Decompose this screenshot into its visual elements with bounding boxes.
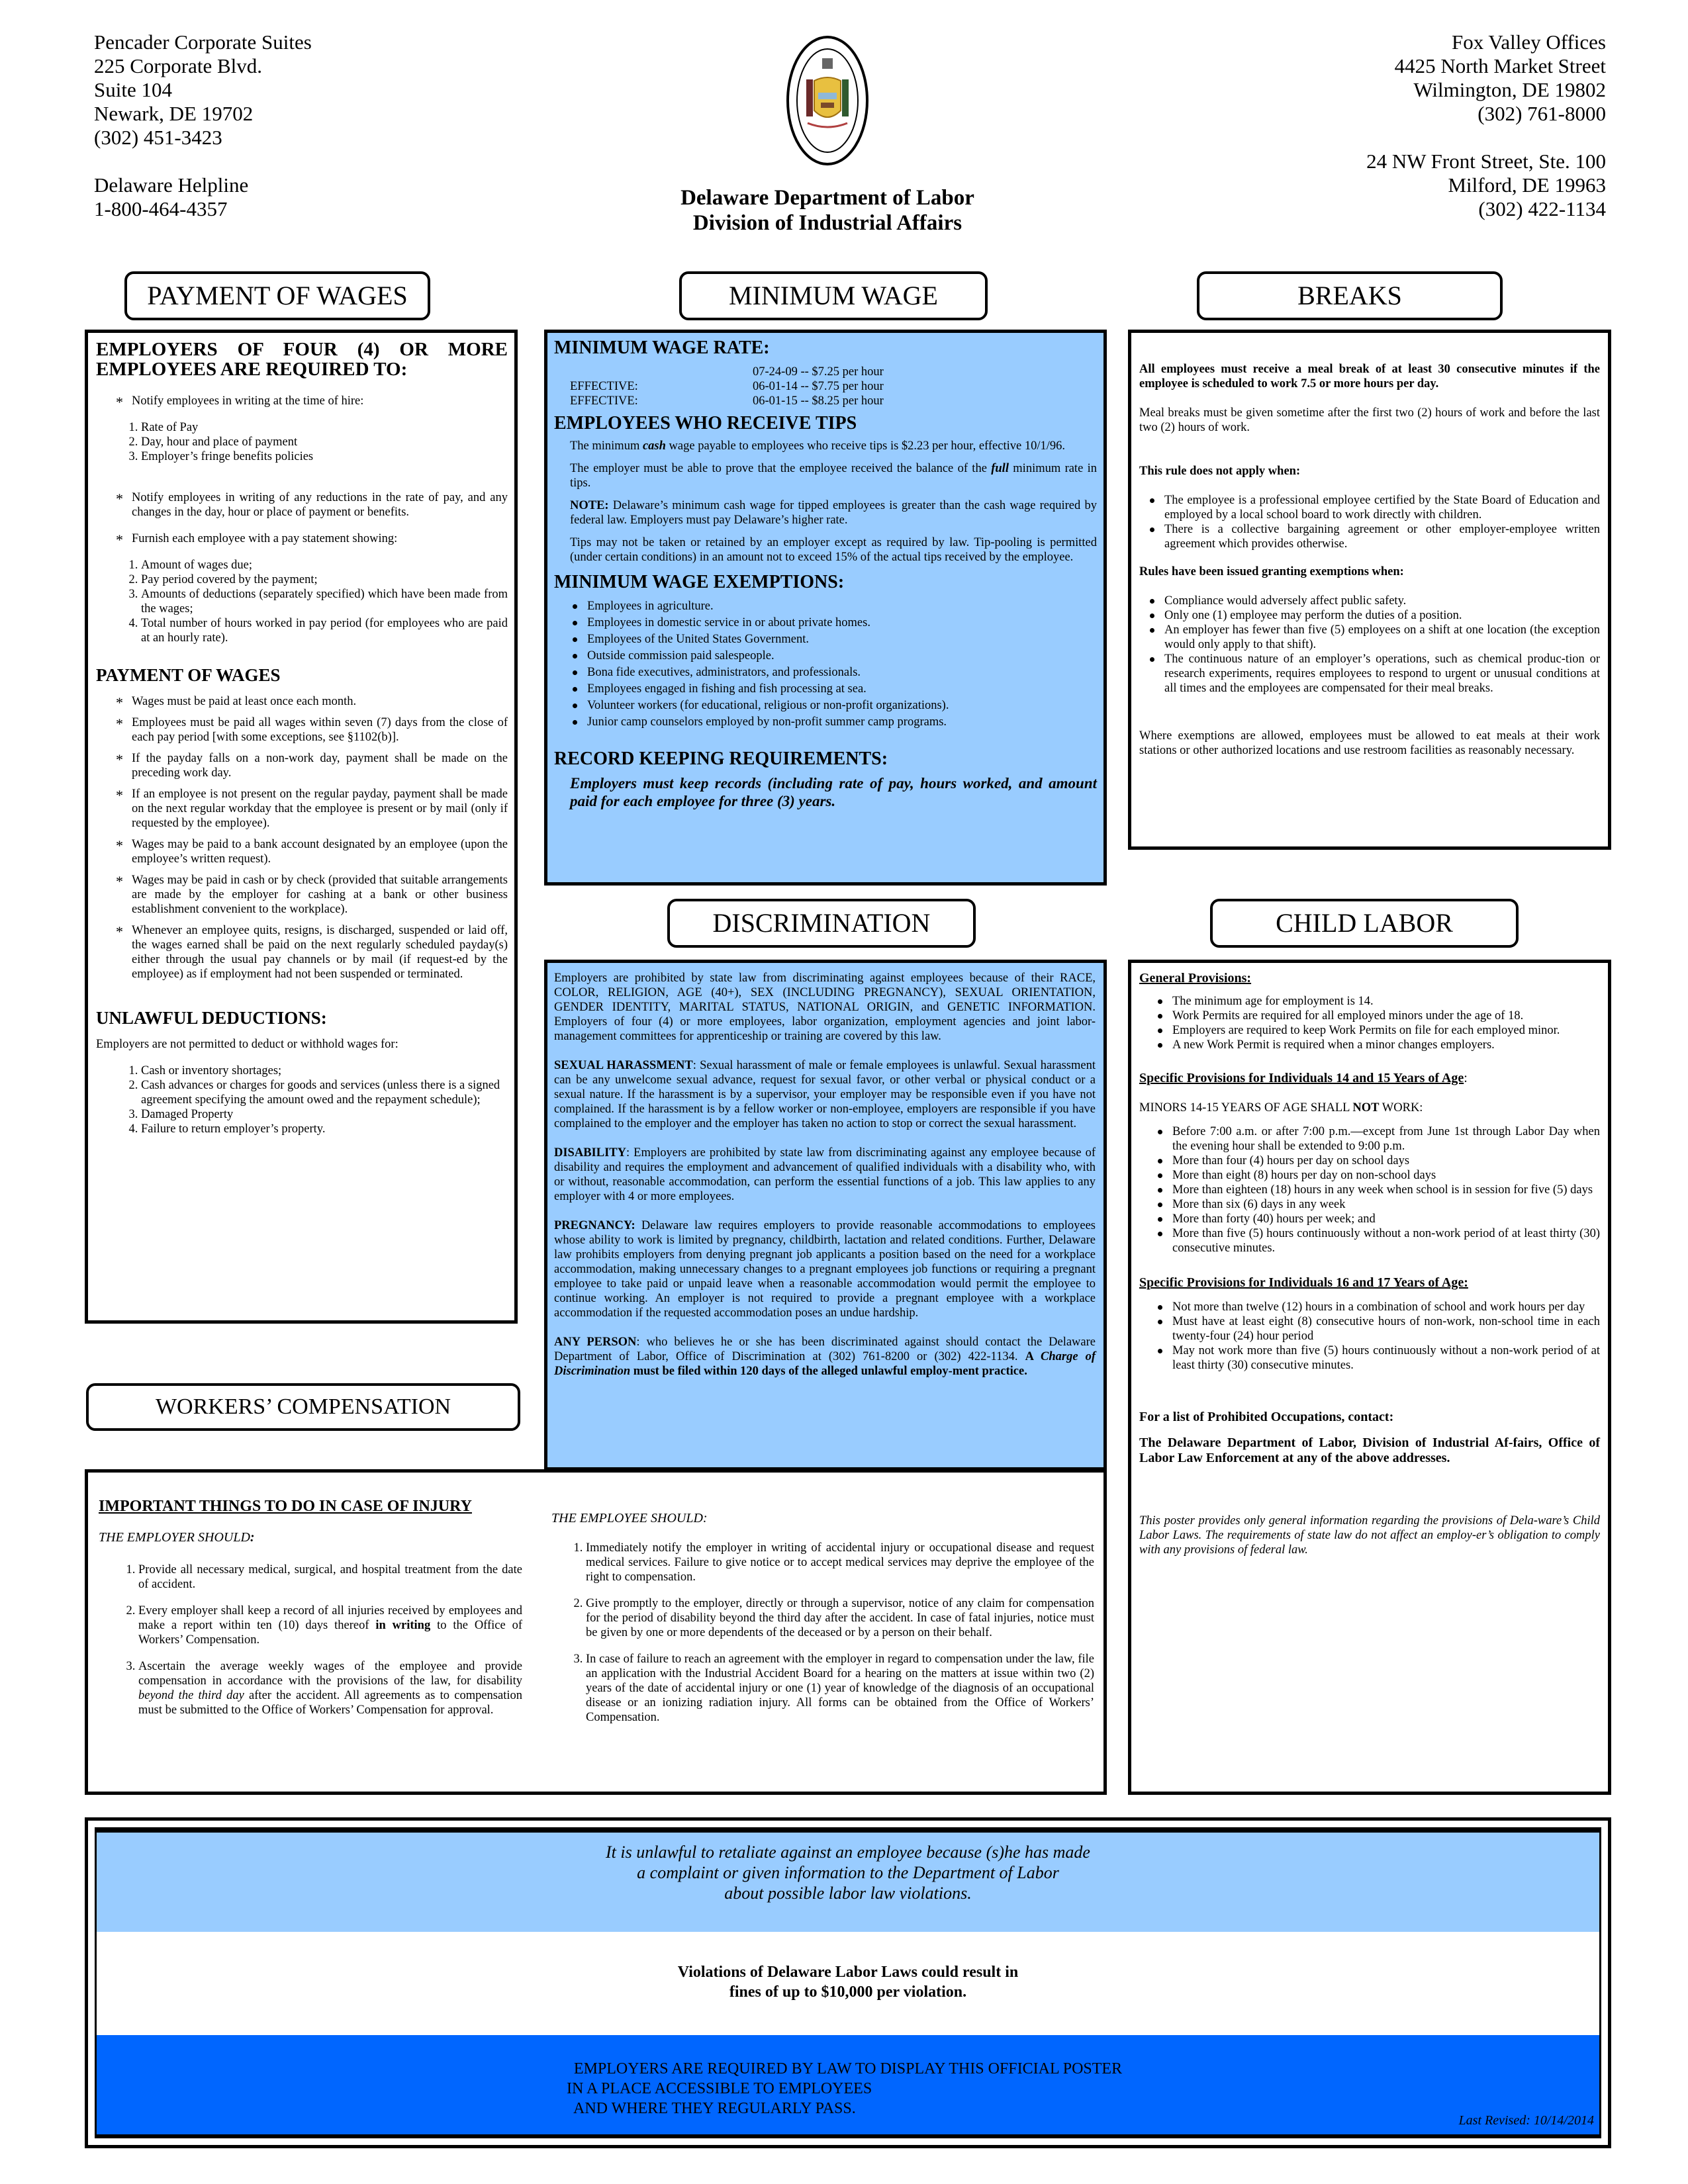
tab-breaks: BREAKS [1197,271,1503,320]
state-seal-logo [761,34,894,167]
office-suite: Suite 104 [94,78,172,101]
rate-label [554,365,753,379]
helpline-number: 1-800-464-4357 [94,197,228,220]
office-city: Milford, DE 19963 [1448,173,1606,197]
discrimination-intro: Employers are prohibited by state law from discriminating against employees because of their RACE, COLOR, RELIGION, AGE (40+), SEX (INCLUDING PREGNANCY), SEXUAL ORIENTATION, GENDER IDENTITY, MARITAL STATUS, NATIONAL ORIGIN, and GENETIC INFORMATION. Employers of four (4) or more employees, labor organization, employment agencies and joint labor-management committees for apprenticeship or training are covered by this law. [554,972,1096,1043]
meal-break-timing: Meal breaks must be given sometime after the first two (2) hours of work and before the last two (2) hours of work. [1139,406,1600,434]
restriction-item: Before 7:00 a.m. or after 7:00 p.m.—except from June 1st through Labor Day when the evening hour shall be extended to 9:00 p.m. [1172,1125,1600,1153]
disability-paragraph: DISABILITY: Employers are prohibited by state law from discriminating against any employee because of disability and requires the employment and advancement of qualified individuals with a disability who, with or without, reasonable accommodation, can perform the essential functions of a job. This law applies to any employer with 4 or more employees. [554,1146,1096,1203]
tips-paragraph: The employer must be able to prove that the employee received the balance of the full minimum rate in tips. [570,462,1097,490]
display-line: EMPLOYERS ARE REQUIRED BY LAW TO DISPLAY THIS OFFICIAL POSTER [573,2060,1123,2077]
exemption-note: Where exemptions are allowed, employees must be allowed to eat meals at their work stations or other authorized locations and use restroom facilities as reasonably necessary. [1139,729,1600,757]
tab-discrimination: DISCRIMINATION [667,899,976,948]
employer-duty-item: 2. Every employer shall keep a record of all injuries received by employees and make a report within ten (10) days thereof in writing to the Office of Workers’ Compensation. [138,1604,522,1647]
sexual-harassment-paragraph: SEXUAL HARASSMENT: Sexual harassment of male or female employees is unlawful. Sexual harassment can be any unwelcome sexual advance, request for sexual favor, or other verbal or physical conduct or a sexual nature. If the harassment is by a supervisor, your employer may be responsible even if you have not complained. If the harassment is by a fellow worker or non-employee, employers are responsible if you have complained to the employer and the employer has taken no action to stop or correct the sexual harassment. [554,1059,1096,1130]
rate-label: EFFECTIVE: [570,380,638,393]
rate-value: 07-24-09 -- $7.25 per hour [753,365,884,379]
department-name: Delaware Department of Labor [680,186,974,210]
violations-line: fines of up to $10,000 per violation. [729,1983,967,2001]
exemption-item: Junior camp counselors employed by non-profit summer camp programs. [587,715,1097,729]
exemption-item: Outside commission paid salespeople. [587,649,1097,663]
not-apply-item: There is a collective bargaining agreement or other employer-employee written agreement which provides otherwise. [1164,523,1600,551]
payment-heading: EMPLOYERS OF FOUR (4) OR MORE EMPLOYEES ARE REQUIRED TO: [96,339,508,380]
retaliation-band [97,1833,1599,1932]
rate-row [554,379,1097,394]
breaks-section [1128,330,1611,850]
general-provision-item: The minimum age for employment is 14. [1172,994,1600,1009]
minimum-wage-rate-heading: MINIMUM WAGE RATE: [554,338,770,358]
office-street: 225 Corporate Blvd. [94,54,262,77]
restriction-item: May not work more than five (5) hours continuously without a non-work period of at least thirty (30) consecutive minutes. [1172,1344,1600,1372]
general-provision-item: Employers are required to keep Work Permits on file for each employed minor. [1172,1023,1600,1038]
payment-rule: * If an employee is not present on the regular payday, payment shall be made on the next regular workday that the employee is present or by mail (only if requested by the employee). [111,787,508,831]
statement-item: 3. Amounts of deductions (separately specified) which have been made from the wages; [141,587,508,616]
unlawful-intro: Employers are not permitted to deduct or withhold wages for: [96,1038,399,1051]
restriction-item: More than eight (8) hours per day on non-school days [1172,1168,1600,1183]
payment-rule: * Whenever an employee quits, resigns, is discharged, suspended or laid off, the wages earned shall be paid on the next regularly scheduled payday(s) either through the usual pay channels or by mail (if request-ed by the employee) as if employment had not been suspended or terminated. [111,923,508,981]
notify-reductions-item: * Notify employees in writing of any reductions in the rate of pay, and any changes in the day, hour or place of payment or benefits. [111,490,508,520]
child-labor-section [1128,960,1611,1795]
payment-rule: * If the payday falls on a non-work day, payment shall be made on the preceding work day. [111,751,508,780]
exemption-item: Volunteer workers (for educational, religious or non-profit organizations). [587,698,1097,713]
office-name: Pencader Corporate Suites [94,30,312,54]
child-labor-disclaimer: This poster provides only general information regarding the provisions of Dela-ware’s Child Labor Laws. The requirements of state law do not affect an employ-er’s obligation to comply with any provisions of federal law. [1139,1514,1600,1557]
tips-paragraph: Tips may not be taken or retained by an employer except as required by law. Tip-pooling is permitted (under certain conditions) in an amount not to exceed 15% of the actual tips received by the employee. [570,536,1097,564]
any-person-paragraph: ANY PERSON: who believes he or she has been discriminated against should contact the Delaware Department of Labor, Office of Discrimination at (302) 761-8200 or (302) 422-1134. A Charge of Discrimination must be filed within 120 days of the alleged unlawful employ-ment practice. [554,1336,1096,1378]
office-street: 4425 North Market Street [1394,54,1606,77]
payment-rule: * Employees must be paid all wages within seven (7) days from the close of each pay period [with some exceptions, see §1102(b)]. [111,715,508,745]
not-apply-heading: This rule does not apply when: [1139,465,1301,478]
exemption-granted-item: Only one (1) employee may perform the duties of a position. [1164,608,1600,623]
rate-row [554,394,1097,408]
restriction-item: More than four (4) hours per day on school days [1172,1154,1600,1168]
general-provisions-heading: General Provisions: [1139,971,1252,985]
restriction-item: More than six (6) days in any week [1172,1197,1600,1212]
payment-rule: * Wages must be paid at least once each month. [111,694,508,709]
footer-inner-frame [95,1827,1601,2138]
statement-item: 2. Pay period covered by the payment; [141,572,508,587]
right-address-block [1366,30,1606,221]
tab-workers-compensation: WORKERS’ COMPENSATION [86,1383,520,1431]
display-requirement-band [97,2035,1599,2134]
payment-rule: * Wages may be paid to a bank account designated by an employee (upon the employee’s written request). [111,837,508,866]
retaliation-line: It is unlawful to retaliate against an employee because (s)he has made [606,1843,1090,1862]
employer-duty-item: 3. Ascertain the average weekly wages of the employee and provide compensation in accordance with the provisions of the law, for disability beyond the third day after the accident. All agreements as to compensation must be submitted to the Office of Workers’ Compensation for approval. [138,1659,522,1717]
hire-item: 2. Day, hour and place of payment [141,435,508,449]
employee-duty-item: 1. Immediately notify the employer in writing of accidental injury or occupational disease and request medical services. Failure to give notice or to accept medical services may deprive the employee of the right to compensation. [586,1541,1094,1584]
footer-notice [85,1817,1611,2148]
office-city: Wilmington, DE 19802 [1413,78,1606,101]
unlawful-deductions-heading: UNLAWFUL DEDUCTIONS: [96,1008,327,1028]
rate-value: 06-01-15 -- $8.25 per hour [753,394,884,408]
general-provision-item: A new Work Permit is required when a minor changes employers. [1172,1038,1600,1052]
notify-hire-item: * Notify employees in writing at the time of hire: [111,394,508,408]
general-provision-item: Work Permits are required for all employed minors under the age of 18. [1172,1009,1600,1023]
exemption-item: Bona fide executives, administrators, and professionals. [587,665,1097,680]
rate-label: EFFECTIVE: [570,394,638,408]
tips-heading: EMPLOYEES WHO RECEIVE TIPS [554,413,857,433]
violations-line: Violations of Delaware Labor Laws could result in [677,1964,1019,1981]
payment-of-wages-section [85,330,518,1324]
restriction-item: Must have at least eight (8) consecutive hours of non-work, non-school time in each twenty-four (24) hour period [1172,1315,1600,1343]
office-street: 24 NW Front Street, Ste. 100 [1366,150,1606,173]
unlawful-item: 4. Failure to return employer’s property. [141,1122,508,1136]
retaliation-line: a complaint or given information to the Department of Labor [637,1863,1059,1882]
restriction-item: More than eighteen (18) hours in any week when school is in session for five (5) days [1172,1183,1600,1197]
office-city: Newark, DE 19702 [94,102,254,125]
display-line: AND WHERE THEY REGULARLY PASS. [573,2100,856,2117]
statement-item: 1. Amount of wages due; [141,558,508,572]
last-revised-date: Last Revised: 10/14/2014 [1458,2113,1594,2128]
rate-value: 06-01-14 -- $7.75 per hour [753,380,884,393]
restriction-item: Not more than twelve (12) hours in a combination of school and work hours per day [1172,1300,1600,1314]
provisions-14-15-heading: Specific Provisions for Individuals 14 and 15 Years of Age: [1139,1071,1468,1085]
injury-heading: IMPORTANT THINGS TO DO IN CASE OF INJURY [99,1498,472,1515]
department-title [563,185,1092,236]
employee-duty-item: 2. Give promptly to the employer, directly or through a supervisor, notice of any claim for compensation for the period of disability beyond the third day after the accident. In case of fatal injuries, notice must be given by one or more dependents of the deceased or by a person on their behalf. [586,1596,1094,1640]
employee-duty-item: 3. In case of failure to reach an agreement with the employer in regard to compensation under the law, file an application with the Industrial Accident Board for a hearing on the matters at issue within two (2) years of the date of accidental injury or one (1) year of knowledge of the diagnosis of an occupational disease or an ionizing radiation injury. All forms can be obtained from the Office of Workers’ Compensation. [586,1652,1094,1725]
exemption-granted-item: The continuous nature of an employer’s operations, such as chemical produc-tion or research experiments, requires employees to respond to urgent or unusual conditions at all times and the employees are compensated for their meal breaks. [1164,653,1600,695]
left-address-block [94,30,312,221]
unlawful-item: 2. Cash advances or charges for goods and services (unless there is a signed agreement specifying the amount owed and the repayment schedule); [141,1078,508,1107]
tab-minimum-wage: MINIMUM WAGE [679,271,988,320]
exemptions-granted-heading: Rules have been issued granting exemptions when: [1139,565,1404,578]
payment-subheading: PAYMENT OF WAGES [96,665,281,685]
tips-note: NOTE: Delaware’s minimum cash wage for tipped employees is greater than the cash wage required by federal law. Employers must pay Delaware’s higher rate. [570,499,1097,527]
restriction-item: More than five (5) hours continuously without a non-work period of at least thirty (30) consecutive minutes. [1172,1227,1600,1255]
tab-payment-of-wages: PAYMENT OF WAGES [124,271,430,320]
record-keeping-heading: RECORD KEEPING REQUIREMENTS: [554,749,888,769]
employer-should-heading: THE EMPLOYER SHOULD: [99,1530,255,1545]
exemption-item: Employees of the United States Government. [587,632,1097,647]
workers-compensation-section [85,1469,1107,1795]
meal-break-rule: All employees must receive a meal break of at least 30 consecutive minutes if the employee is scheduled to work 7.5 or more hours per day. [1139,363,1600,390]
exemption-item: Employees in agriculture. [587,599,1097,614]
exemptions-heading: MINIMUM WAGE EXEMPTIONS: [554,572,845,592]
provisions-16-17-heading: Specific Provisions for Individuals 16 and 17 Years of Age: [1139,1275,1468,1290]
violations-band [97,1932,1599,2035]
office-name: Fox Valley Offices [1451,30,1606,54]
hire-item: 3. Employer’s fringe benefits policies [141,449,508,464]
retaliation-line: about possible labor law violations. [724,1884,972,1903]
unlawful-item: 3. Damaged Property [141,1107,508,1122]
exemption-granted-item: Compliance would adversely affect public safety. [1164,594,1600,608]
helpline-label: Delaware Helpline [94,173,249,197]
prohibited-occupations-contact: The Delaware Department of Labor, Division of Industrial Af-fairs, Office of Labor Law Enforcement at any of the above addresses. [1139,1435,1600,1465]
minors-14-15-rule: MINORS 14-15 YEARS OF AGE SHALL NOT WORK: [1139,1101,1423,1115]
discrimination-section [544,960,1107,1471]
exemption-granted-item: An employer has fewer than five (5) employees on a shift at one location (the exception would only apply to that shift). [1164,623,1600,651]
restriction-item: More than forty (40) hours per week; and [1172,1212,1600,1226]
tips-paragraph: The minimum cash wage payable to employees who receive tips is $2.23 per hour, effective 10/1/96. [570,439,1065,453]
prohibited-occupations-heading: For a list of Prohibited Occupations, contact: [1139,1410,1394,1424]
display-line: IN A PLACE ACCESSIBLE TO EMPLOYEES [567,2080,872,2097]
office-phone: (302) 451-3423 [94,126,222,149]
payment-rule: * Wages may be paid in cash or by check (provided that suitable arrangements are made by the employer for cashing at a bank or other business establishment convenient to the workplace). [111,873,508,917]
office-phone: (302) 422-1134 [1478,197,1606,220]
exemption-item: Employees in domestic service in or about private homes. [587,615,1097,630]
rate-row [554,365,1097,379]
record-keeping-text: Employers must keep records (including rate of pay, hours worked, and amount paid for each employee for three (3) years. [570,775,1097,809]
statement-item: 4. Total number of hours worked in pay period (for employees who are paid at an hourly rate). [141,616,508,645]
employer-duty-item: 1. Provide all necessary medical, surgical, and hospital treatment from the date of accident. [138,1563,522,1592]
furnish-item: * Furnish each employee with a pay statement showing: [111,531,508,546]
tab-child-labor: CHILD LABOR [1210,899,1519,948]
unlawful-item: 1. Cash or inventory shortages; [141,1064,508,1078]
hire-item: 1. Rate of Pay [141,420,508,435]
employee-should-heading: THE EMPLOYEE SHOULD: [551,1511,708,1525]
pregnancy-paragraph: PREGNANCY: Delaware law requires employers to provide reasonable accommodations to employees whose ability to work is limited by pregnancy, childbirth, lactation and related conditions. Further, Delaware law prohibits employers from denying pregnant job applicants a position based on the need for a workplace accommodation, making unnecessary changes to a pregnant employees job functions or requiring a pregnant employee to take paid or unpaid leave when a reasonable accommodation would permit the employee to continue working. An employer is not required to provide a pregnant employee with a workplace accommodation if the requested accommodation poses an undue hardship. [554,1219,1096,1320]
minimum-wage-section [544,330,1107,886]
office-phone: (302) 761-8000 [1477,102,1606,125]
not-apply-item: The employee is a professional employee certified by the State Board of Education and employed by a local school board to work directly with children. [1164,494,1600,522]
exemption-item: Employees engaged in fishing and fish processing at sea. [587,682,1097,696]
division-name: Division of Industrial Affairs [692,211,962,235]
